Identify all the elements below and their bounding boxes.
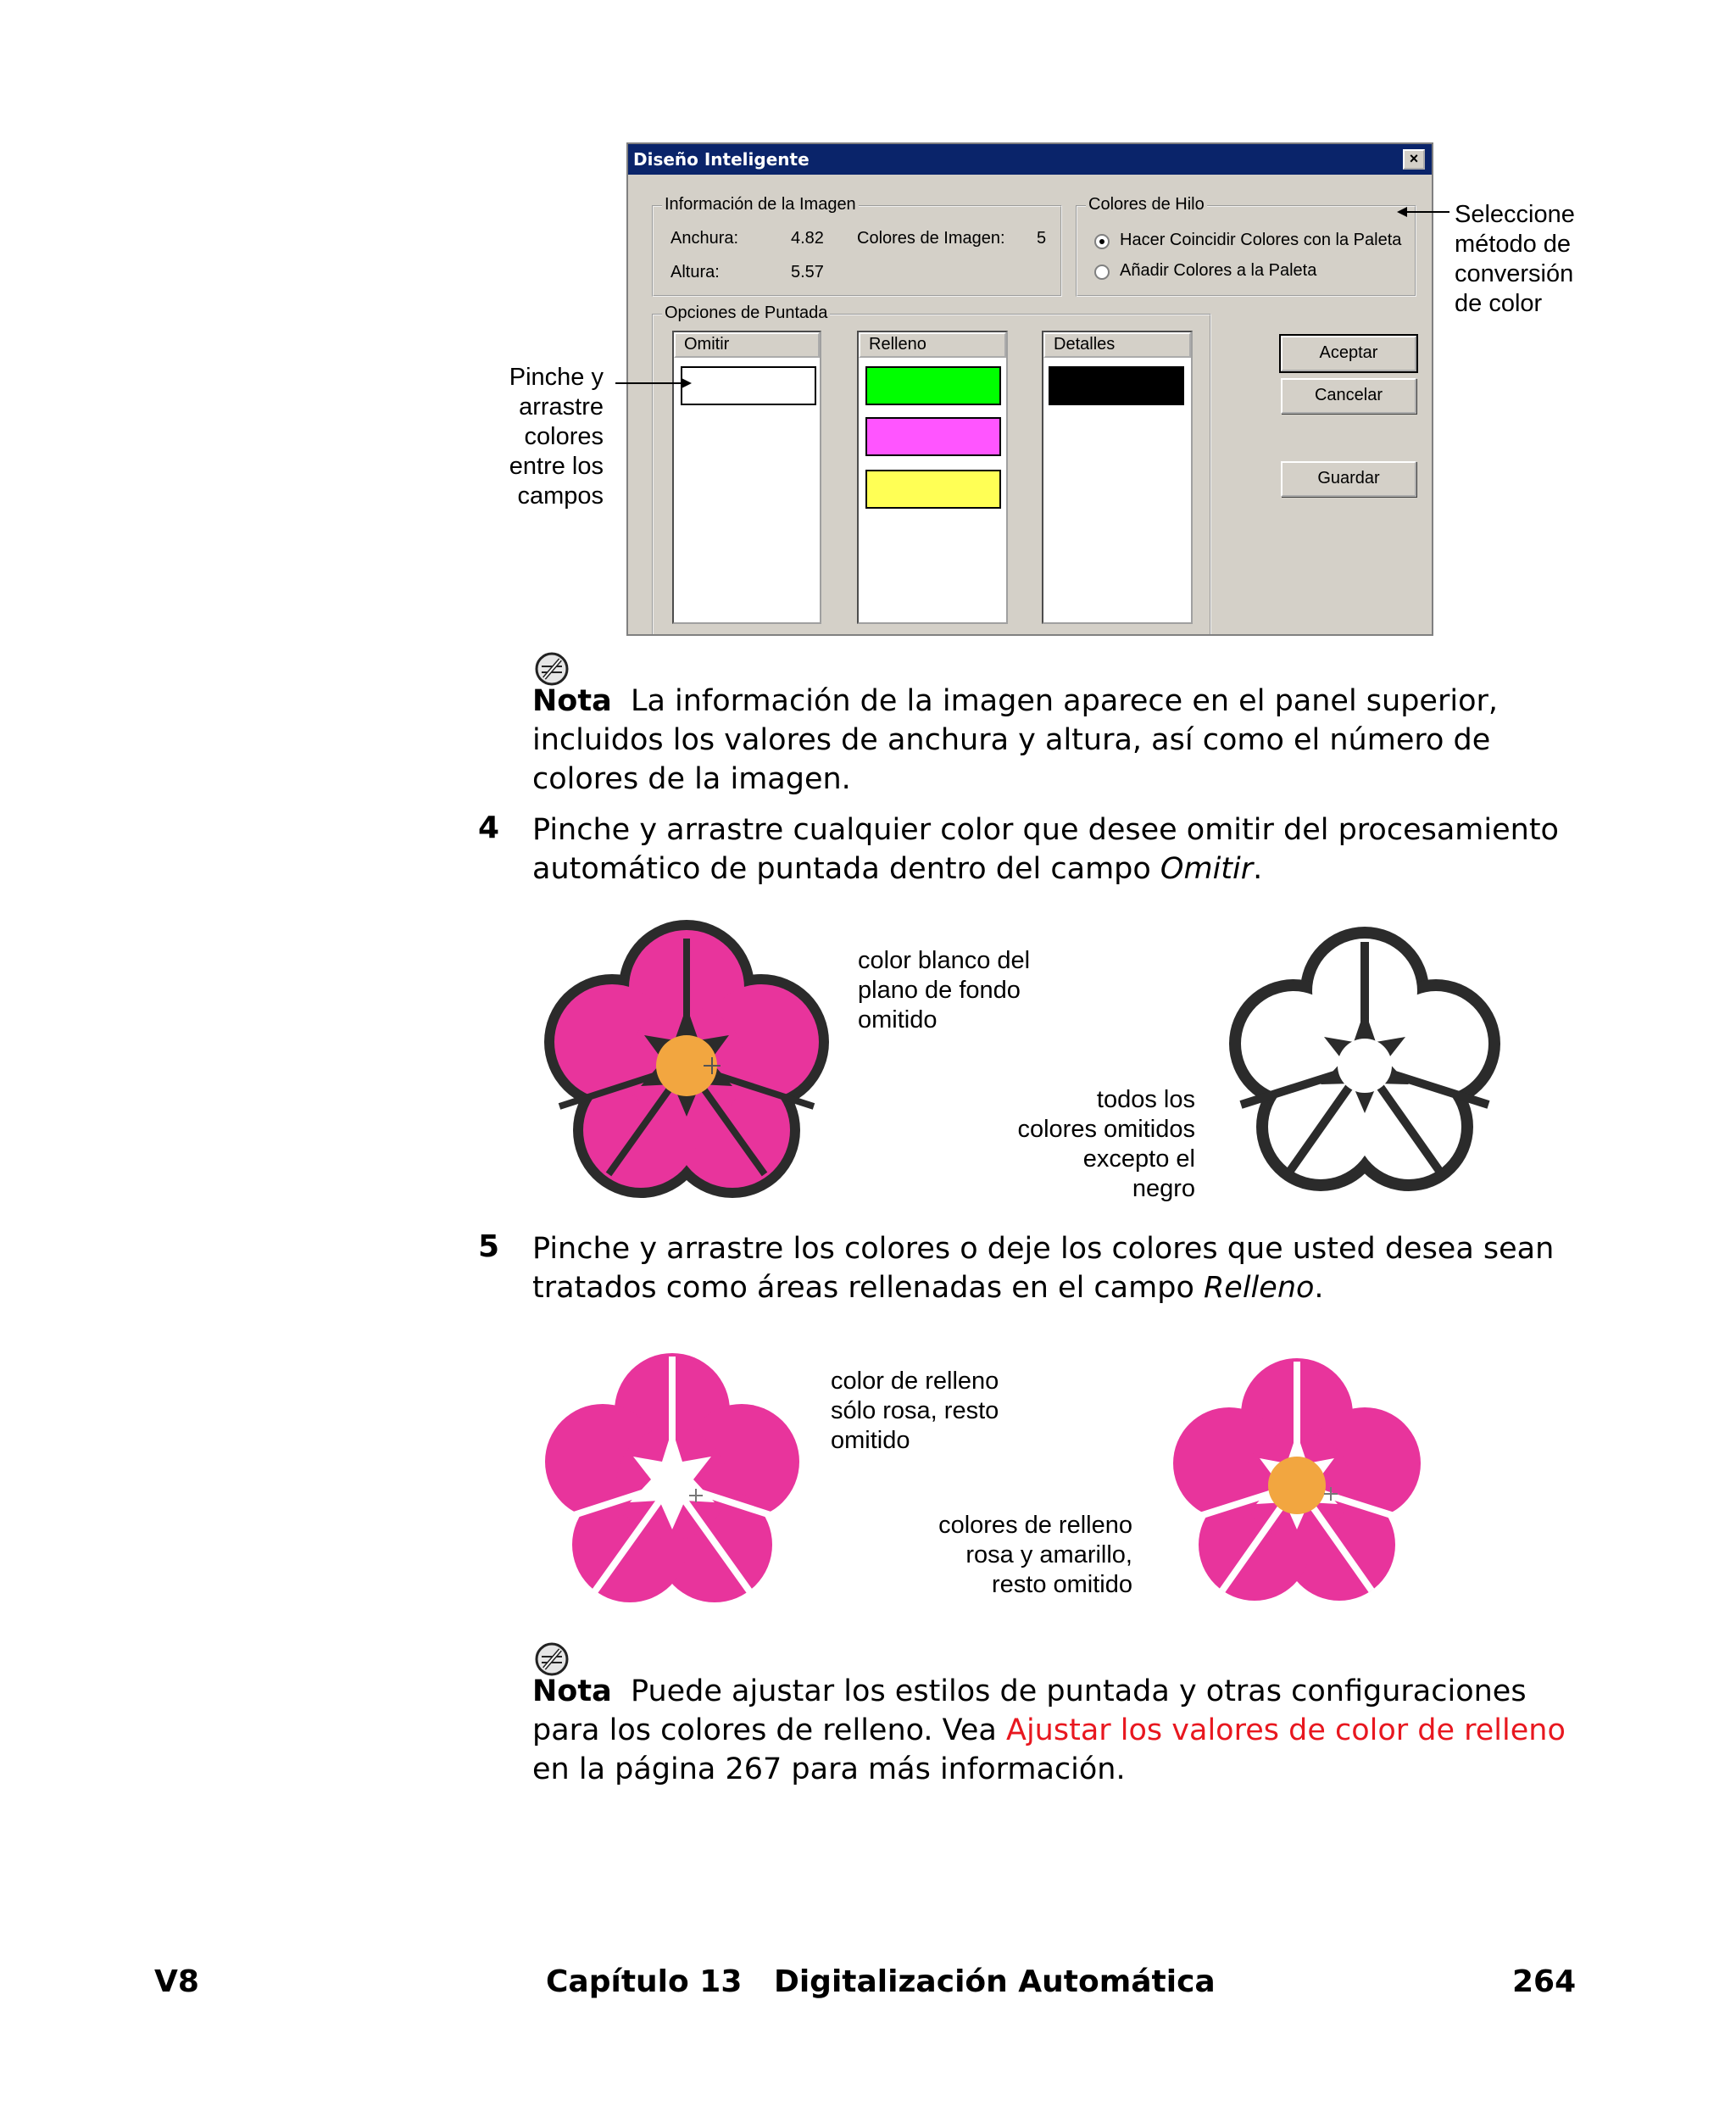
- caption-line: colores de relleno: [938, 1512, 1132, 1539]
- note-2-text-before: Puede ajustar los estilos de puntada y otras configuraciones para los colores de relleno. Vea: [532, 1674, 1527, 1747]
- footer-version: V8: [154, 1964, 199, 1999]
- image-info-label: Información de la Imagen: [662, 195, 859, 214]
- details-field-header: Detalles: [1043, 332, 1191, 358]
- close-button[interactable]: ×: [1403, 149, 1425, 170]
- caption-line: rosa y amarillo,: [965, 1541, 1132, 1568]
- caption-line: excepto el: [1082, 1145, 1195, 1173]
- flower-pink-only-image: [532, 1348, 812, 1619]
- thread-colors-label: Colores de Hilo: [1086, 195, 1207, 214]
- add-to-palette-label[interactable]: Añadir Colores a la Paleta: [1120, 261, 1317, 280]
- right-callout: [1455, 200, 1607, 319]
- step-4-text: [532, 811, 1583, 889]
- fill-field[interactable]: [857, 331, 1008, 624]
- width-value: 4.82: [791, 229, 824, 248]
- caption-line: omitido: [831, 1427, 910, 1454]
- left-callout-arrow: [615, 373, 692, 393]
- left-callout-line: entre los: [509, 453, 604, 480]
- step-4-number: 4: [478, 811, 500, 845]
- note-2-text-after: en la página 267 para más información.: [532, 1752, 1126, 1786]
- height-value: 5.57: [791, 263, 824, 281]
- figure-1-caption-b: [966, 1085, 1195, 1204]
- fill-swatch-green[interactable]: [865, 366, 1001, 405]
- caption-line: color de relleno: [831, 1368, 999, 1395]
- omit-field-header: Omitir: [674, 332, 820, 358]
- dialog-title: Diseño Inteligente: [628, 144, 1432, 175]
- fill-field-header: Relleno: [859, 332, 1006, 358]
- details-swatch-black[interactable]: [1049, 366, 1184, 405]
- note-1: [532, 682, 1583, 799]
- flower-full-color-image: [534, 920, 839, 1212]
- caption-line: sólo rosa, resto: [831, 1397, 999, 1424]
- caption-line: plano de fondo: [858, 977, 1021, 1004]
- image-info-group: [652, 195, 1062, 297]
- smart-design-dialog: [626, 142, 1433, 636]
- note-2: [532, 1672, 1583, 1789]
- left-callout-line: arrastre: [519, 393, 604, 421]
- fill-settings-link[interactable]: Ajustar los valores de color de relleno: [1006, 1713, 1566, 1747]
- caption-line: negro: [1132, 1175, 1195, 1202]
- caption-line: omitido: [858, 1006, 938, 1033]
- omit-swatch-white[interactable]: [681, 366, 816, 405]
- image-colors-label: Colores de Imagen:: [857, 229, 1005, 248]
- caption-line: colores omitidos: [1017, 1116, 1195, 1143]
- step-5-field-name: Relleno: [1203, 1271, 1315, 1305]
- height-label: Altura:: [670, 263, 720, 281]
- omit-field[interactable]: [672, 331, 821, 624]
- ok-button[interactable]: Aceptar: [1281, 336, 1416, 371]
- flower-pink-yellow-image: [1161, 1351, 1433, 1619]
- cancel-button[interactable]: Cancelar: [1281, 378, 1416, 414]
- caption-line: resto omitido: [991, 1571, 1132, 1598]
- details-field[interactable]: [1042, 331, 1193, 624]
- width-label: Anchura:: [670, 229, 739, 248]
- left-callout-line: colores: [524, 423, 604, 450]
- stitch-options-label: Opciones de Puntada: [662, 304, 830, 323]
- step-4-end: .: [1253, 852, 1263, 886]
- match-palette-radio[interactable]: [1094, 234, 1110, 249]
- right-callout-line: conversión: [1455, 260, 1574, 287]
- caption-line: color blanco del: [858, 947, 1031, 974]
- figure-2-caption-b: [899, 1511, 1132, 1600]
- step-5-text: [532, 1229, 1583, 1307]
- note-1-label: Nota: [532, 684, 612, 718]
- add-to-palette-radio[interactable]: [1094, 265, 1110, 280]
- match-palette-label[interactable]: Hacer Coincidir Colores con la Paleta: [1120, 231, 1402, 249]
- step-5-end: .: [1314, 1271, 1324, 1305]
- save-button[interactable]: Guardar: [1281, 461, 1416, 497]
- footer-page-number: 264: [1512, 1964, 1577, 1999]
- note-2-label: Nota: [532, 1674, 612, 1708]
- figure-2-caption-a: [831, 1367, 999, 1456]
- left-callout: [492, 363, 604, 511]
- step-4-field-name: Omitir: [1160, 852, 1254, 886]
- fill-swatch-pink[interactable]: [865, 417, 1001, 456]
- left-callout-line: Pinche y: [509, 364, 604, 391]
- figure-1-caption-a: [858, 946, 1030, 1035]
- caption-line: todos los: [1096, 1086, 1195, 1113]
- thread-colors-group: [1076, 195, 1416, 297]
- fill-swatch-yellow[interactable]: [865, 470, 1001, 509]
- right-callout-line: Seleccione: [1455, 201, 1575, 228]
- step-5-body: Pinche y arrastre los colores o deje los colores que usted desea sean tratados como áreas rellenadas en el campo: [532, 1232, 1555, 1305]
- left-callout-line: campos: [517, 482, 604, 510]
- footer-chapter: Capítulo 13 Digitalización Automática: [546, 1964, 1216, 1999]
- right-callout-line: de color: [1455, 290, 1543, 317]
- step-5-number: 5: [478, 1229, 500, 1264]
- flower-outline-image: [1221, 926, 1509, 1206]
- step-4-body: Pinche y arrastre cualquier color que desee omitir del procesamiento automático de puntada dentro del campo: [532, 813, 1559, 886]
- right-callout-line: método de: [1455, 231, 1572, 258]
- note-1-text: La información de la imagen aparece en el panel superior, incluidos los valores de anchura y altura, así como el número de colores de la imagen.: [532, 684, 1499, 796]
- image-colors-value: 5: [1037, 229, 1047, 248]
- right-callout-arrow: [1397, 203, 1449, 220]
